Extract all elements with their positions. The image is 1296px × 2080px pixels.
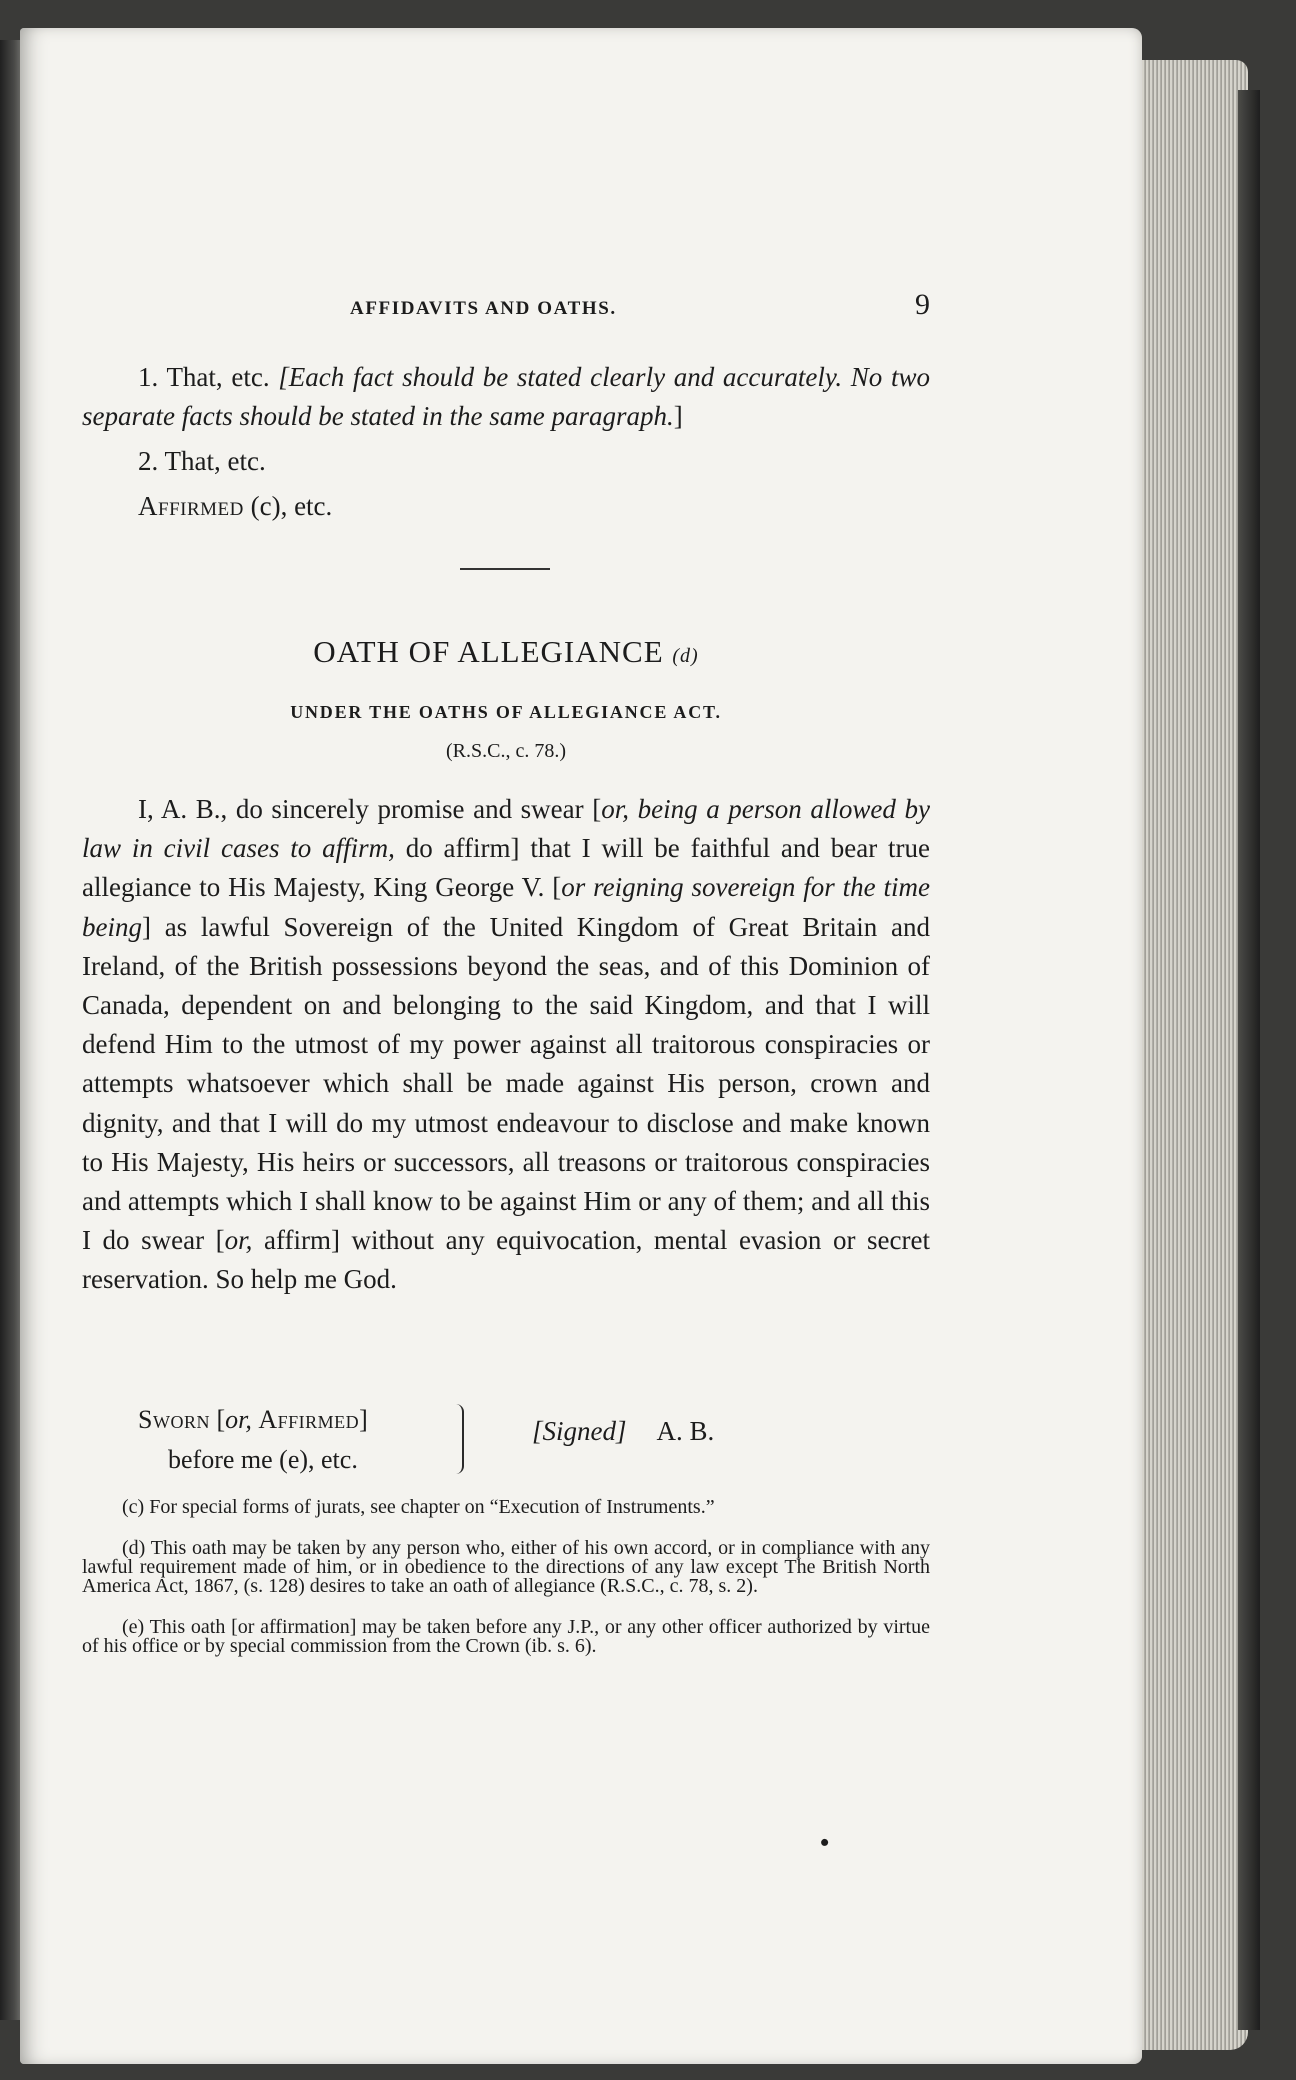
item-text: That, etc. (158, 446, 266, 476)
footnote-c: (c) For special forms of jurats, see chapter on “Execution of Instruments.” (122, 1496, 715, 1518)
jurat-block (82, 1400, 930, 1480)
oath-italic-3: or, (224, 1225, 253, 1256)
oath-text-2: do affirm] that I will be faithful and bear true allegiance to His Majesty, King George V. [ (82, 833, 930, 903)
numbered-items (82, 358, 930, 532)
affirmed-rest: (c), etc. (243, 491, 333, 521)
section-title-note: (d) (672, 645, 699, 667)
affirmed-label: Affirmed (138, 491, 244, 521)
jurat-sworn: Sworn (138, 1405, 210, 1434)
item-1 (82, 358, 930, 436)
page-header (82, 268, 930, 321)
section-title (82, 634, 930, 670)
jurat-line-1: Sworn [or, Affirmed] (138, 1405, 368, 1434)
book-page (20, 28, 1142, 2064)
jurat-name: A. B. (656, 1416, 715, 1446)
oath-text-1: I, A. B., do sincerely promise and swear [ (138, 794, 602, 824)
page-edges (1130, 60, 1248, 2050)
oath-italic-2: or reigning sovereign for the time being (82, 872, 930, 942)
oath-text-3: ] as lawful Sovereign of the United Kingdom of Great Britain and Ireland, of the British possessions beyond the seas, and of this Dominion of Canada, dependent on and belonging to the said Kingdom, and that I will defend Him to the utmost of my power against all traitorous conspiracies or attempts whatsoever which shall be made against His person, crown and dignity, and that I will do my utmost endeavour to disclose and make known to His Majesty, His heirs or successors, all treasons or traitorous conspiracies and attempts which I shall know to be against Him or any of them; and all this I do swear [ (82, 911, 930, 1256)
oath-text-4: affirm] without any equivocation, mental evasion or secret reservation. So help me God. (82, 1225, 930, 1295)
item-number: 2. (138, 446, 159, 476)
item-close: ] (673, 401, 683, 431)
affirmed-line (82, 487, 930, 526)
item-text: That, etc. (158, 362, 279, 392)
jurat-line-2: before me (e), etc. (168, 1445, 358, 1474)
item-2 (82, 442, 930, 481)
section-divider (460, 568, 550, 570)
running-head: AFFIDAVITS AND OATHS. (350, 298, 617, 319)
jurat-left (138, 1400, 368, 1480)
jurat-signature (532, 1416, 714, 1447)
page-number: 9 (915, 288, 930, 321)
section-citation: (R.S.C., c. 78.) (446, 740, 566, 762)
oath-body (82, 790, 930, 1300)
footnote-e: (e) This oath [or affirmation] may be taken before any J.P., or any other officer authorized by virtue of his office or by special commission from the Crown (ib. s. 6). (82, 1616, 930, 1657)
section-title-text: OATH OF ALLEGIANCE (313, 634, 664, 669)
item-number: 1. (138, 362, 159, 392)
jurat-signed: [Signed] (532, 1416, 627, 1446)
oath-paragraph (82, 790, 930, 1300)
jurat-brace (452, 1404, 464, 1474)
oath-italic-1: or, being a person allowed by law in civil cases to affirm, (82, 794, 930, 864)
footnotes (82, 1498, 930, 1678)
item-instruction: [Each fact should be stated clearly and accurately. No two separate facts should be stated in the same paragraph. (82, 362, 930, 431)
jurat-or: or, (225, 1405, 252, 1434)
ink-mark: • (817, 1827, 833, 1858)
jurat-affirmed: Affirmed (258, 1405, 360, 1434)
footnote-d: (d) This oath may be taken by any person who, either of his own accord, or in compliance with any lawful requirement made of him, or in obedience to the directions of any law except The British North America Act, 1867, (s. 128) desires to take an oath of allegiance (R.S.C., c. 78, s. 2). (82, 1537, 930, 1597)
section-subtitle: UNDER THE OATHS OF ALLEGIANCE ACT. (290, 702, 722, 722)
page-edges-shadow (1238, 90, 1260, 2030)
